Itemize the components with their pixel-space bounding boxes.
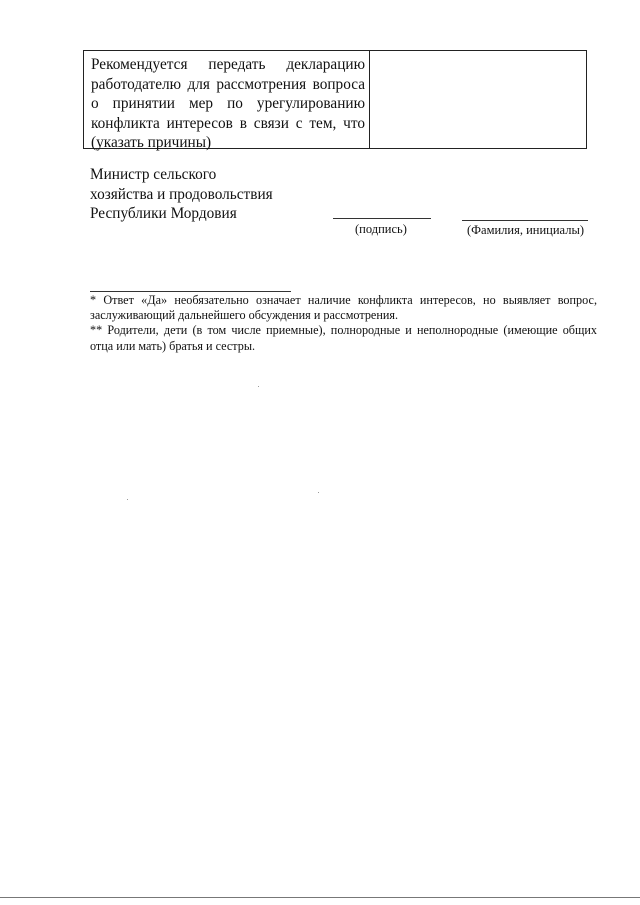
table-answer-cell [370, 51, 586, 148]
scan-speck [127, 499, 128, 500]
footnote-2: ** Родители, дети (в том числе приемные), полнородные и неполнородные (имеющие общих отца или мать) братья и сестры. [90, 323, 597, 353]
name-caption: (Фамилия, инициалы) [467, 223, 585, 237]
page-bottom-edge [0, 897, 640, 898]
declaration-table [83, 50, 587, 152]
signature-line [333, 218, 431, 219]
footnote-1: * Ответ «Да» необязательно означает наличие конфликта интересов, но выявляет вопрос, заслуживающий дальнейшего обсуждения и рассмотрения. [90, 293, 597, 323]
signature-caption: (подпись) [355, 222, 407, 236]
scan-speck [318, 492, 319, 493]
name-line [462, 220, 588, 221]
footnote-separator [90, 291, 291, 292]
table-question-cell: Рекомендуется передать декларацию работодателю для рассмотрения вопроса о принятии мер по урегулированию конфликта интересов в связи с тем, что (указать причины) [84, 51, 370, 148]
footnotes [90, 293, 597, 354]
minister-title: Министр сельского хозяйства и продовольствия Республики Мордовия [90, 166, 273, 222]
scan-speck [258, 386, 259, 387]
